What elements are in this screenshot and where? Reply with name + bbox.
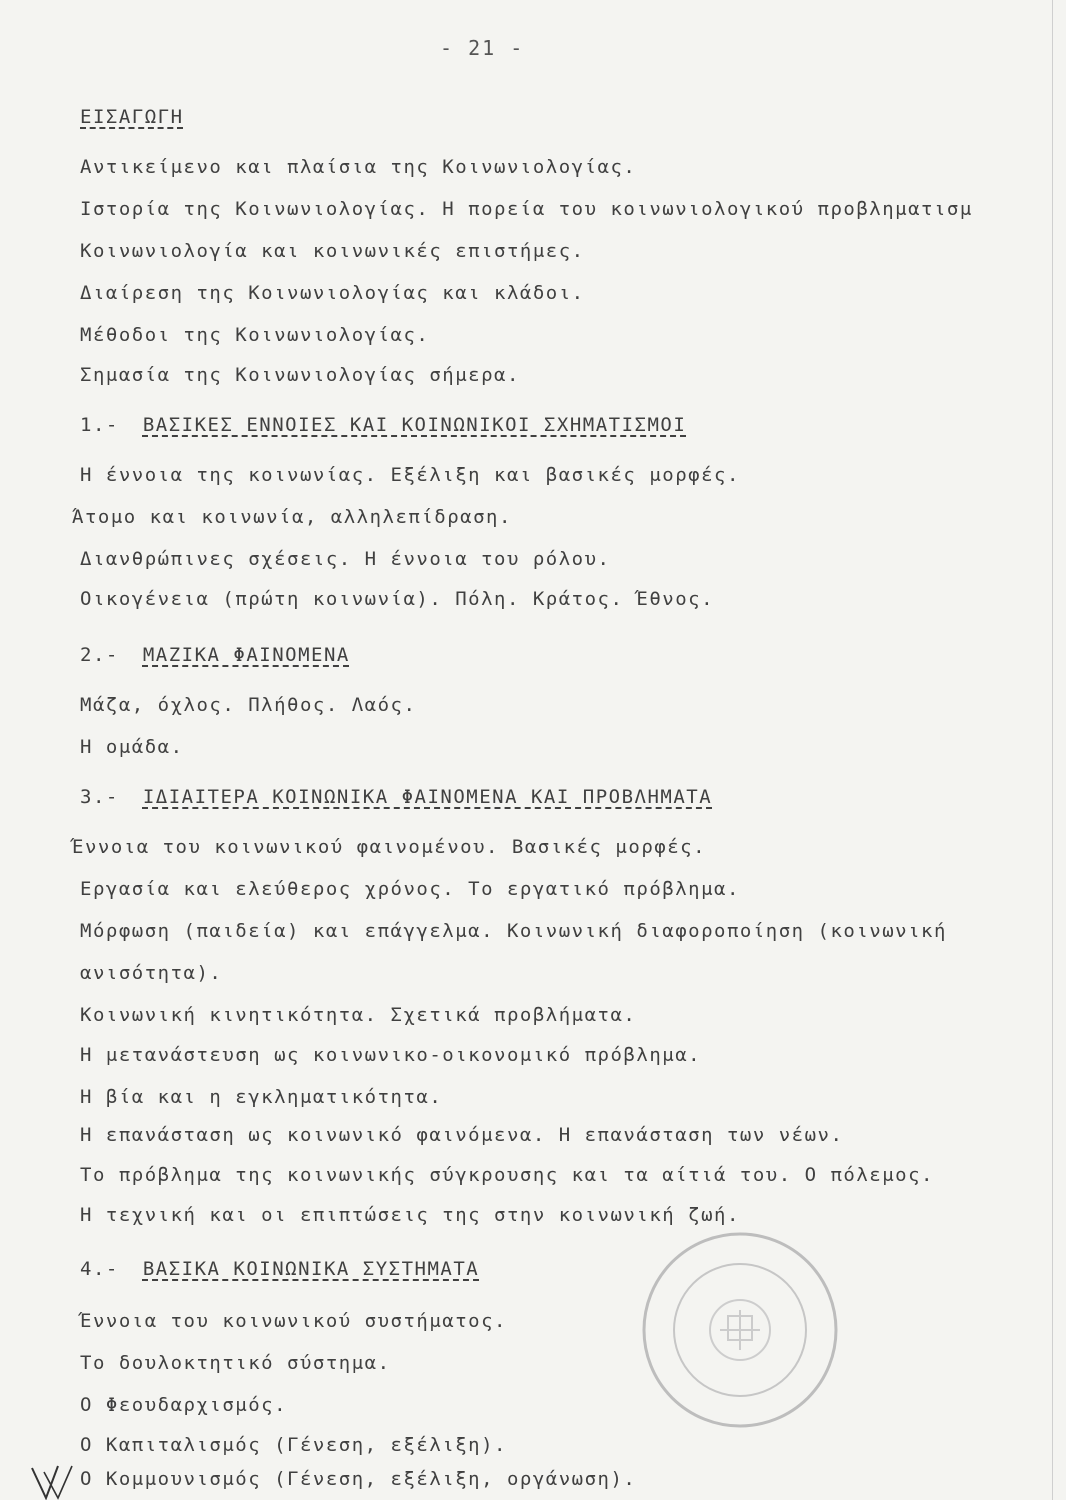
section-3-line: Μόρφωση (παιδεία) και επάγγελμα. Κοινωνική διαφοροποίηση (κοινωνική [80,920,947,942]
section-3-line: Το πρόβλημα της κοινωνικής σύγκρουσης και τα αίτιά του. Ο πόλεμος. [80,1164,934,1186]
section-number: 2.- [80,644,119,666]
section-heading: ΒΑΣΙΚΑ ΚΟΙΝΩΝΙΚΑ ΣΥΣΤΗΜΑΤΑ [142,1258,480,1280]
official-stamp-icon [640,1230,840,1430]
section-3-line: Η βία και η εγκληματικότητα. [80,1086,443,1108]
section-1-heading-row [80,414,686,436]
section-number: 1.- [80,414,119,436]
section-heading: ΜΑΖΙΚΑ ΦΑΙΝΟΜΕΝΑ [142,644,350,666]
section-number: 3.- [80,786,119,808]
section-3-line: Η τεχνική και οι επιπτώσεις της στην κοινωνική ζωή. [80,1204,740,1226]
section-3-line: Η επανάσταση ως κοινωνικό φαινόμενα. Η επανάσταση των νέων. [80,1124,844,1146]
section-1-line: Διανθρώπινες σχέσεις. Η έννοια του ρόλου. [80,548,611,570]
margin-rule [1052,0,1053,1500]
section-1-line: Οικογένεια (πρώτη κοινωνία). Πόλη. Κράτος. Έθνος. [80,588,715,610]
section-heading: ΒΑΣΙΚΕΣ ΕΝΝΟΙΕΣ ΚΑΙ ΚΟΙΝΩΝΙΚΟΙ ΣΧΗΜΑΤΙΣΜΟΙ [142,414,687,436]
section-3-heading-row [80,786,712,808]
intro-line: Ιστορία της Κοινωνιολογίας. Η πορεία του κοινωνιολογικού προβληματισμ [80,198,973,220]
intro-line: Αντικείμενο και πλαίσια της Κοινωνιολογίας. [80,156,637,178]
section-3-line: ανισότητα). [80,962,223,984]
section-2-heading-row [80,644,350,666]
section-2-line: Μάζα, όχλος. Πλήθος. Λαός. [80,694,417,716]
intro-line: Κοινωνιολογία και κοινωνικές επιστήμες. [80,240,585,262]
section-3-line: Κοινωνική κινητικότητα. Σχετικά προβλήματα. [80,1004,637,1026]
page-number: - 21 - [440,36,525,60]
intro-line: Διαίρεση της Κοινωνιολογίας και κλάδοι. [80,282,585,304]
section-4-heading-row [80,1258,479,1280]
section-4-line: Ο Κομμουνισμός (Γένεση, εξέλιξη, οργάνωση). [80,1468,637,1490]
handwritten-check-mark-icon [28,1462,88,1500]
section-3-line: Η μετανάστευση ως κοινωνικο-οικονομικό πρόβλημα. [80,1044,702,1066]
intro-heading: ΕΙΣΑΓΩΓΗ [80,106,184,128]
section-3-line: Εργασία και ελεύθερος χρόνος. Το εργατικό πρόβλημα. [80,878,740,900]
section-heading: ΙΔΙΑΙΤΕΡΑ ΚΟΙΝΩΝΙΚΑ ΦΑΙΝΟΜΕΝΑ ΚΑΙ ΠΡΟΒΛΗΜΑΤΑ [142,786,713,808]
intro-line: Σημασία της Κοινωνιολογίας σήμερα. [80,364,520,386]
section-4-line: Το δουλοκτητικό σύστημα. [80,1352,391,1374]
section-4-line: Ο Καπιταλισμός (Γένεση, εξέλιξη). [80,1434,507,1456]
section-3-line: Έννοια του κοινωνικού φαινομένου. Βασικές μορφές. [72,836,707,858]
section-1-line: Άτομο και κοινωνία, αλληλεπίδραση. [72,506,512,528]
intro-line: Μέθοδοι της Κοινωνιολογίας. [80,324,430,346]
section-2-line: Η ομάδα. [80,736,184,758]
section-number: 4.- [80,1258,119,1280]
section-4-line: Έννοια του κοινωνικού συστήματος. [80,1310,507,1332]
section-4-line: Ο Φεουδαρχισμός. [80,1394,288,1416]
section-1-line: Η έννοια της κοινωνίας. Εξέλιξη και βασικές μορφές. [80,464,740,486]
